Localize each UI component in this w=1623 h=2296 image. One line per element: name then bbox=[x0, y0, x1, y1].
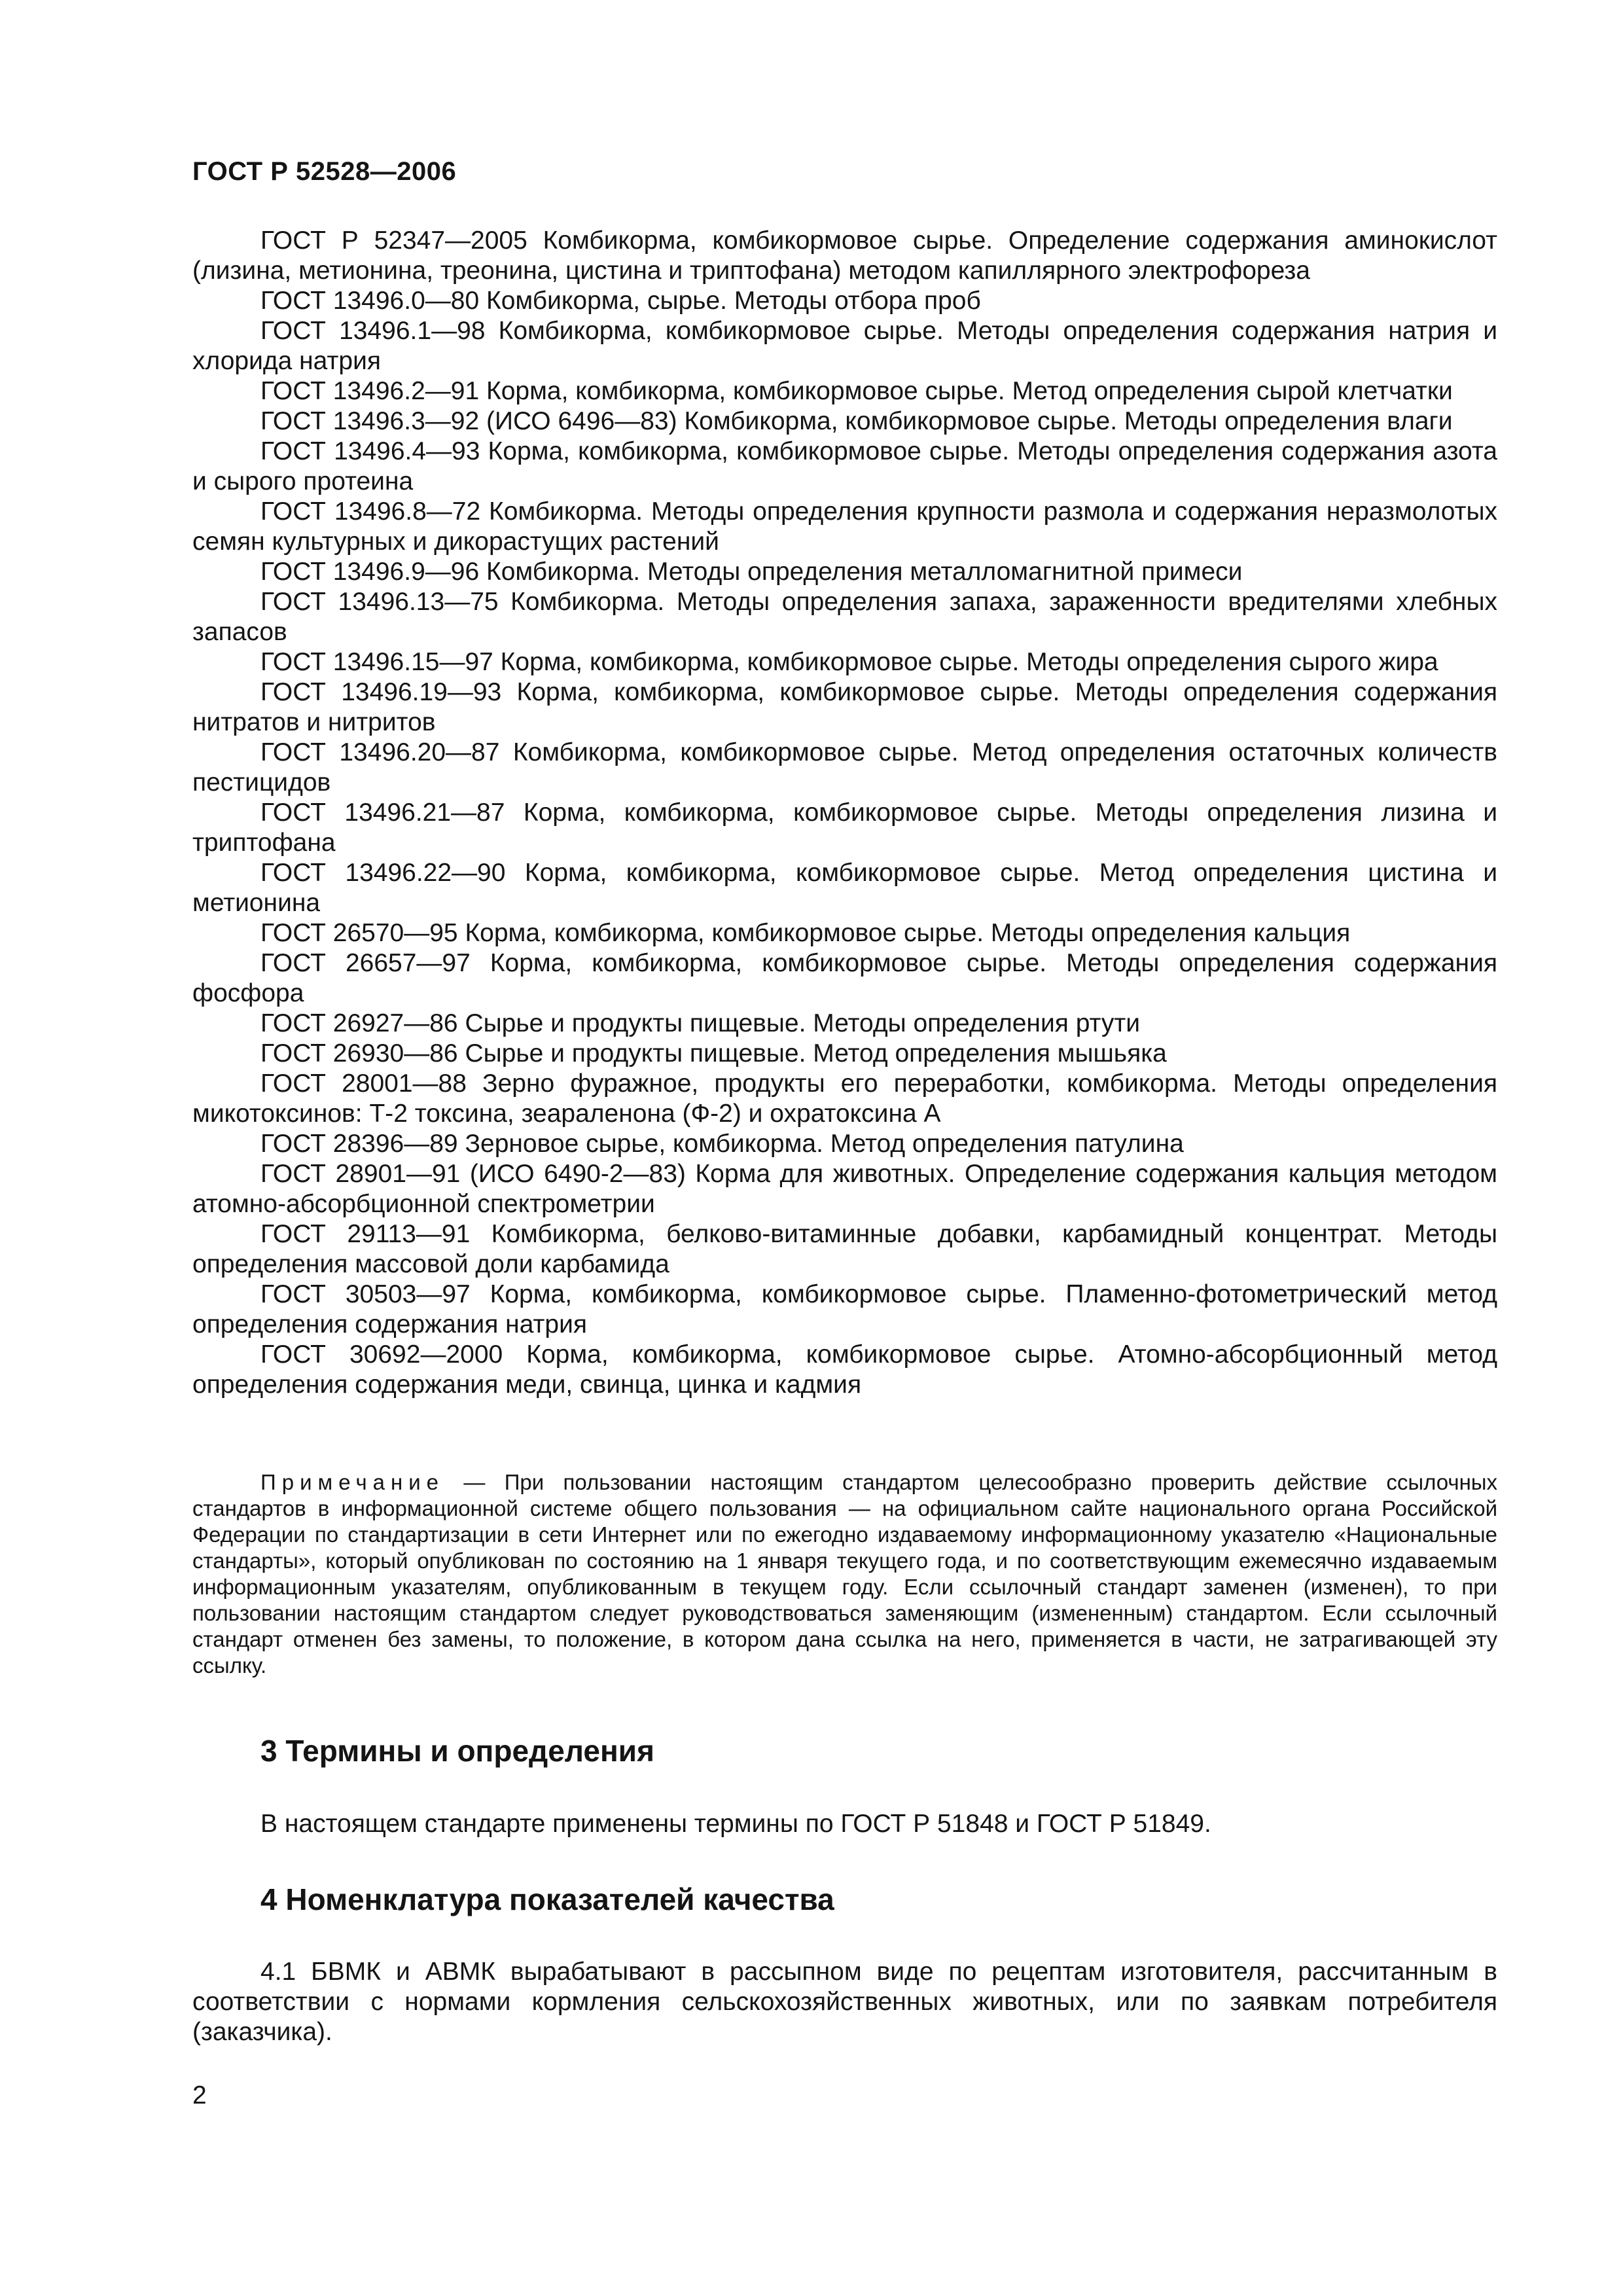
reference-item: ГОСТ 13496.8—72 Комбикорма. Методы определения крупности размола и содержания неразмолотых семян культурных и дикорастущих растений bbox=[192, 497, 1497, 556]
section-3-heading: 3 Термины и определения bbox=[260, 1734, 654, 1768]
reference-item: ГОСТ 13496.9—96 Комбикорма. Методы определения металломагнитной примеси bbox=[260, 558, 1243, 586]
page-header: ГОСТ Р 52528—2006 bbox=[192, 157, 457, 186]
reference-item: ГОСТ 13496.15—97 Корма, комбикорма, комбикормовое сырье. Методы определения сырого жира bbox=[260, 648, 1438, 676]
note-label: Примечание bbox=[260, 1470, 445, 1494]
reference-item: ГОСТ 13496.3—92 (ИСО 6496—83) Комбикорма, комбикормовое сырье. Методы определения влаги bbox=[260, 407, 1453, 435]
reference-item: ГОСТ 13496.22—90 Корма, комбикорма, комбикормовое сырье. Метод определения цистина и метионина bbox=[192, 859, 1497, 917]
references-list bbox=[192, 226, 1497, 1400]
reference-item: ГОСТ 26570—95 Корма, комбикорма, комбикормовое сырье. Методы определения кальция bbox=[260, 919, 1351, 947]
reference-item: ГОСТ 29113—91 Комбикорма, белково-витаминные добавки, карбамидный концентрат. Методы определения массовой доли карбамида bbox=[192, 1220, 1497, 1278]
reference-item: ГОСТ 13496.2—91 Корма, комбикорма, комбикормовое сырье. Метод определения сырой клетчатки bbox=[260, 377, 1453, 405]
reference-item: ГОСТ 13496.1—98 Комбикорма, комбикормовое сырье. Методы определения содержания натрия и хлорида натрия bbox=[192, 317, 1497, 375]
section-4-1-paragraph: 4.1 БВМК и АВМК вырабатывают в рассыпном виде по рецептам изготовителя, рассчитанным в соответствии с нормами кормления сельскохозяйственных животных, или по заявкам потребителя (заказчика). bbox=[192, 1958, 1497, 2046]
section-3-text: В настоящем стандарте применены термины по ГОСТ Р 51848 и ГОСТ Р 51849. bbox=[260, 1810, 1211, 1838]
reference-item: ГОСТ 28001—88 Зерно фуражное, продукты его переработки, комбикорма. Методы определения микотоксинов: Т-2 токсина, зеараленона (Ф-2) и охратоксина А bbox=[192, 1069, 1497, 1128]
reference-item: ГОСТ 26930—86 Сырье и продукты пищевые. Метод определения мышьяка bbox=[260, 1039, 1167, 1067]
note-block bbox=[192, 1469, 1497, 1679]
section-4-heading: 4 Номенклатура показателей качества bbox=[260, 1882, 834, 1916]
reference-item: ГОСТ 13496.21—87 Корма, комбикорма, комбикормовое сырье. Методы определения лизина и триптофана bbox=[192, 798, 1497, 857]
reference-item: ГОСТ 13496.19—93 Корма, комбикорма, комбикормовое сырье. Методы определения содержания нитратов и нитритов bbox=[192, 678, 1497, 736]
reference-item: ГОСТ 26657—97 Корма, комбикорма, комбикормовое сырье. Методы определения содержания фосфора bbox=[192, 949, 1497, 1007]
reference-item: ГОСТ 13496.4—93 Корма, комбикорма, комбикормовое сырье. Методы определения содержания азота и сырого протеина bbox=[192, 437, 1497, 495]
reference-item: ГОСТ 30692—2000 Корма, комбикорма, комбикормовое сырье. Атомно-абсорбционный метод определения содержания меди, свинца, цинка и кадмия bbox=[192, 1340, 1497, 1399]
reference-item: ГОСТ Р 52347—2005 Комбикорма, комбикормовое сырье. Определение содержания аминокислот (лизина, метионина, треонина, цистина и триптофана) методом капиллярного электрофореза bbox=[192, 226, 1497, 285]
reference-item: ГОСТ 30503—97 Корма, комбикорма, комбикормовое сырье. Пламенно-фотометрический метод определения содержания натрия bbox=[192, 1280, 1497, 1338]
note-text: — При пользовании настоящим стандартом целесообразно проверить действие ссылочных стандартов в информационной системе общего пользования — на официальном сайте национального органа Российской Федерации по стандартизации в сети Интернет или по ежегодно издаваемому информационному указателю «Национальные стандарты», который опубликован по состоянию на 1 января текущего года, и по соответствующим ежемесячно издаваемым информационным указателям, опубликованным в текущем году. Если ссылочный стандарт заменен (изменен), то при пользовании настоящим стандартом следует руководствоваться заменяющим (измененным) стандартом. Если ссылочный стандарт отменен без замены, то положение, в котором дана ссылка на него, применяется в части, не затрагивающей эту ссылку. bbox=[192, 1470, 1498, 1677]
reference-item: ГОСТ 28396—89 Зерновое сырье, комбикорма. Метод определения патулина bbox=[260, 1130, 1184, 1158]
reference-item: ГОСТ 26927—86 Сырье и продукты пищевые. Методы определения ртути bbox=[260, 1009, 1140, 1037]
reference-item: ГОСТ 13496.20—87 Комбикорма, комбикормовое сырье. Метод определения остаточных количеств пестицидов bbox=[192, 738, 1497, 797]
reference-item: ГОСТ 13496.0—80 Комбикорма, сырье. Методы отбора проб bbox=[260, 287, 981, 315]
reference-item: ГОСТ 13496.13—75 Комбикорма. Методы определения запаха, зараженности вредителями хлебных запасов bbox=[192, 588, 1497, 646]
page-number: 2 bbox=[192, 2081, 207, 2109]
reference-item: ГОСТ 28901—91 (ИСО 6490-2—83) Корма для животных. Определение содержания кальция методом атомно-абсорбционной спектрометрии bbox=[192, 1160, 1497, 1218]
